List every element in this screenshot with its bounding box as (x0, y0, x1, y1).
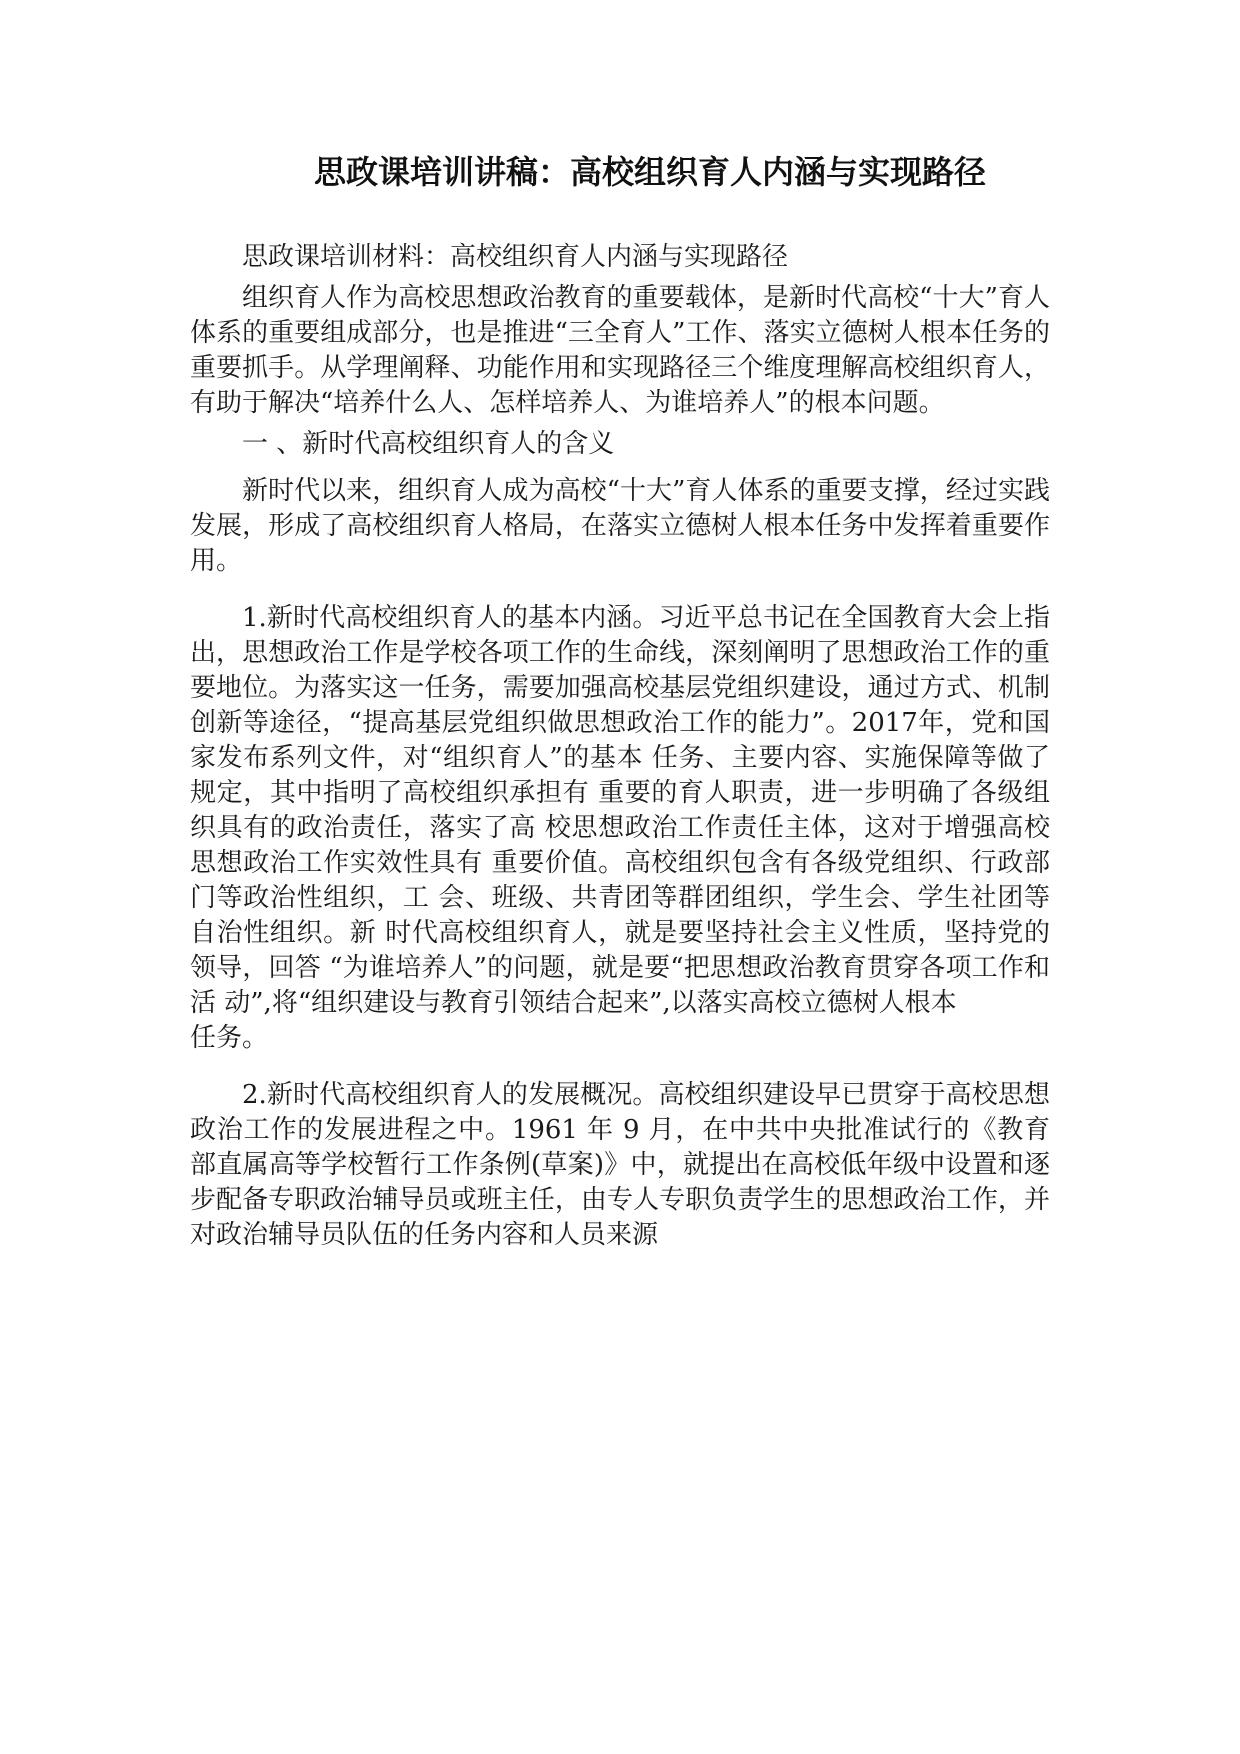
paragraph-continuation: 任务。 (190, 1023, 269, 1053)
paragraph-intro: 组织育人作为高校思想政治教育的重要载体，是新时代高校“十大”育人体系的重要组成部分，也是推进“三全育人”工作、落实立德树人根本任务的重要抓手。从学理阐释、功能作用和实现路径三个维度理解高校组织育人，有助于解决“培养什么人、怎样培养人、为谁培养人”的根本问题。 (190, 283, 1050, 418)
paragraph-development: 2.新时代高校组织育人的发展概况。高校组织建设早已贯穿于高校思想政治工作的发展进程之中。1961 年 9 月，在中共中央批准试行的《教育部直属高等学校暂行工作条例(草案)》中，就提出在高校低年级中设置和逐步配备专职政治辅导员或班主任，由专人专职负责学生的思想政治工作，并对政治辅导员队伍的任务内容和人员来源 (190, 1080, 1050, 1250)
document-title: 思政课培训讲稿：高校组织育人内涵与实现路径 (313, 153, 986, 191)
paragraph-section-intro: 新时代以来，组织育人成为高校“十大”育人体系的重要支撑，经过实践发展，形成了高校组织育人格局，在落实立德树人根本任务中发挥着重要作用。 (190, 476, 1050, 576)
paragraph-basic-meaning: 1.新时代高校组织育人的基本内涵。习近平总书记在全国教育大会上指出，思想政治工作是学校各项工作的生命线，深刻阐明了思想政治工作的重要地位。为落实这一任务，需要加强高校基层党组织建设，通过方式、机制创新等途径，“提高基层党组织做思想政治工作的能力”。2017年，党和国家发布系列文件，对“组织育人”的基本 任务、主要内容、实施保障等做了规定，其中指明了高校组织承担有 重要的育人职责，进一步明确了各级组织具有的政治责任，落实了高 校思想政治工作责任主体，这对于增强高校思想政治工作实效性具有 重要价值。高校组织包含有各级党组织、行政部门等政治性组织，工 会、班级、共青团等群团组织，学生会、学生社团等自治性组织。新 时代高校组织育人，就是要坚持社会主义性质，坚持党的领导，回答 “为谁培养人”的问题，就是要“把思想政治教育贯穿各项工作和活 动”,将“组织建设与教育引领结合起来”,以落实高校立德树人根本 (190, 603, 1050, 1018)
section-heading-1: 一 、新时代高校组织育人的含义 (242, 429, 615, 459)
document-body (190, 240, 1050, 1253)
paragraph-subtitle: 思政课培训材料：高校组织育人内涵与实现路径 (242, 242, 789, 272)
